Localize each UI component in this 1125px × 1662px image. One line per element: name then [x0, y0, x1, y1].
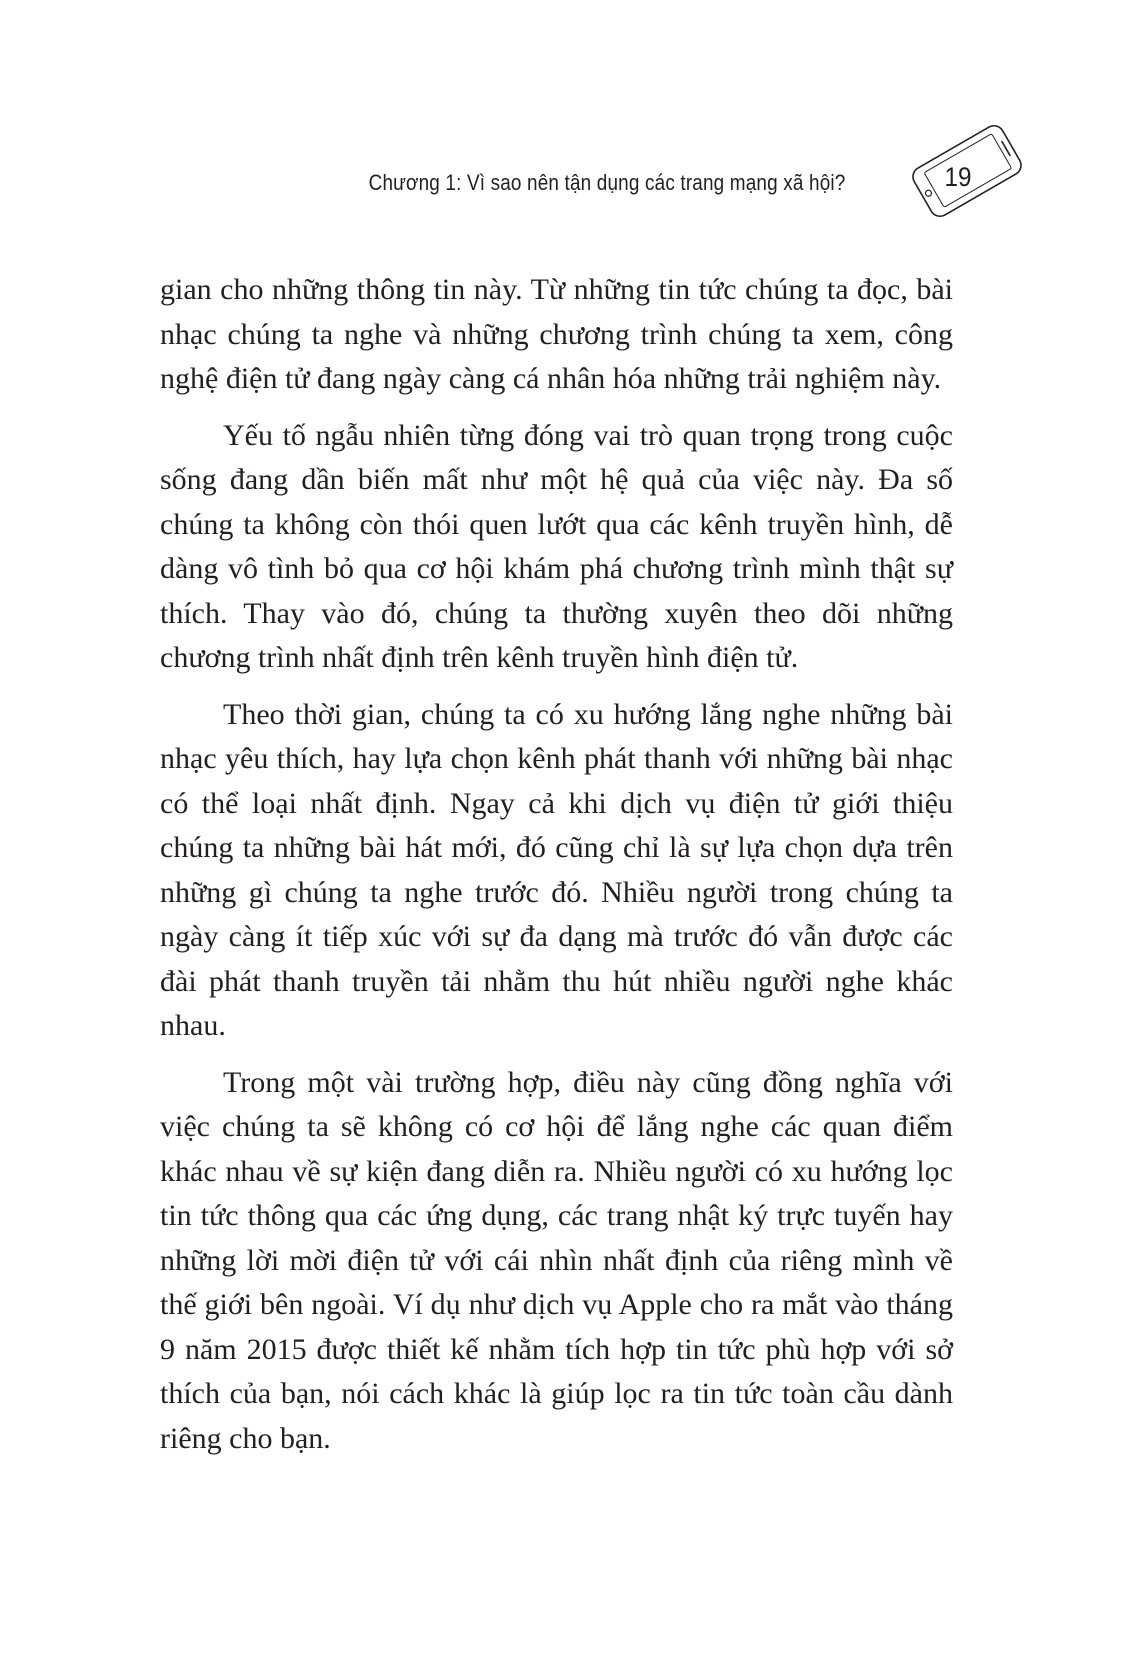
paragraph-1: gian cho những thông tin này. Từ những tin tức chúng ta đọc, bài nhạc chúng ta nghe và những chương trình chúng ta xem, công nghệ điện tử đang ngày càng cá nhân hóa những trải nghiệm này.	[160, 273, 953, 395]
paragraph-4: Trong một vài trường hợp, điều này cũng đồng nghĩa với việc chúng ta sẽ không có cơ hội để lắng nghe các quan điểm khác nhau về sự kiện đang diễn ra. Nhiều người có xu hướng lọc tin tức thông qua các ứng dụng, các trang nhật ký trực tuyến hay những lời mời điện tử với cái nhìn nhất định của riêng mình về thế giới bên ngoài. Ví dụ như dịch vụ Apple cho ra mắt vào tháng 9 năm 2015 được thiết kế nhằm tích hợp tin tức phù hợp với sở thích của bạn, nói cách khác là giúp lọc ra tin tức toàn cầu dành riêng cho bạn.	[160, 1065, 953, 1455]
chapter-title: Chương 1: Vì sao nên tận dụng các trang mạng xã hội?	[368, 170, 845, 195]
body-text	[160, 268, 953, 1473]
running-header	[0, 150, 1125, 230]
paragraph-3: Theo thời gian, chúng ta có xu hướng lắng nghe những bài nhạc yêu thích, hay lựa chọn kênh phát thanh với những bài nhạc có thể loại nhất định. Ngay cả khi dịch vụ điện tử giới thiệu chúng ta những bài hát mới, đó cũng chỉ là sự lựa chọn dựa trên những gì chúng ta nghe trước đó. Nhiều người trong chúng ta ngày càng ít tiếp xúc với sự đa dạng mà trước đó vẫn được các đài phát thanh truyền tải nhằm thu hút nhiều người nghe khác nhau.	[160, 697, 953, 1042]
paragraph-2: Yếu tố ngẫu nhiên từng đóng vai trò quan trọng trong cuộc sống đang dần biến mất như một hệ quả của việc này. Đa số chúng ta không còn thói quen lướt qua các kênh truyền hình, dễ dàng vô tình bỏ qua cơ hội khám phá chương trình mình thật sự thích. Thay vào đó, chúng ta thường xuyên theo dõi những chương trình nhất định trên kênh truyền hình điện tử.	[160, 418, 953, 674]
page-number: 19	[944, 162, 972, 192]
